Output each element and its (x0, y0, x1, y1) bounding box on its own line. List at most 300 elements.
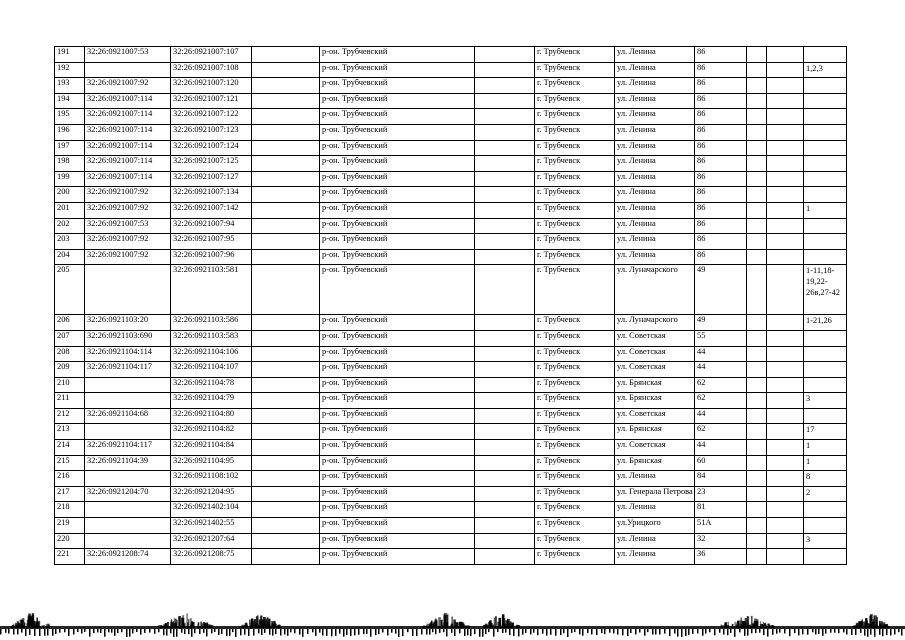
empty-col-6-cell (475, 78, 535, 94)
street-cell: ул. Советская (615, 408, 695, 424)
row-number-cell: 197 (55, 140, 85, 156)
row-number-cell: 215 (55, 455, 85, 471)
district-cell: р-он. Трубчевский (320, 156, 475, 172)
row-number-cell: 203 (55, 234, 85, 250)
street-cell: ул. Ленина (615, 249, 695, 265)
row-number-cell: 191 (55, 47, 85, 63)
row-number-cell: 207 (55, 330, 85, 346)
street-cell: ул. Ленина (615, 218, 695, 234)
house-number-cell: 86 (695, 62, 747, 78)
town-cell: г. Трубчевск (535, 330, 615, 346)
house-number-cell: 86 (695, 156, 747, 172)
row-number-cell: 208 (55, 346, 85, 362)
district-cell: р-он. Трубчевский (320, 62, 475, 78)
empty-col-10-cell (747, 455, 767, 471)
district-cell: р-он. Трубчевский (320, 549, 475, 565)
empty-col-4-cell (252, 471, 320, 487)
empty-col-4-cell (252, 234, 320, 250)
street-cell: ул. Ленина (615, 187, 695, 203)
empty-col-6-cell (475, 408, 535, 424)
empty-col-11-cell (767, 377, 804, 393)
empty-col-4-cell (252, 533, 320, 549)
house-number-cell: 49 (695, 265, 747, 315)
street-cell: ул. Ленина (615, 47, 695, 63)
row-number-cell: 211 (55, 393, 85, 409)
empty-col-4-cell (252, 187, 320, 203)
town-cell: г. Трубчевск (535, 424, 615, 440)
empty-col-10-cell (747, 171, 767, 187)
apartments-cell (804, 140, 847, 156)
empty-col-10-cell (747, 377, 767, 393)
district-cell: р-он. Трубчевский (320, 265, 475, 315)
empty-col-4-cell (252, 518, 320, 534)
table-row (55, 346, 847, 362)
empty-col-4-cell (252, 47, 320, 63)
parent-cadastral-number-cell (85, 471, 171, 487)
cadastral-number-cell: 32:26:0921204:95 (171, 486, 252, 502)
parent-cadastral-number-cell (85, 424, 171, 440)
street-cell: ул. Брянская (615, 424, 695, 440)
empty-col-10-cell (747, 109, 767, 125)
empty-col-10-cell (747, 234, 767, 250)
parent-cadastral-number-cell: 32:26:0921007:92 (85, 234, 171, 250)
table-row (55, 533, 847, 549)
table-row (55, 265, 847, 315)
apartments-cell (804, 518, 847, 534)
empty-col-4-cell (252, 218, 320, 234)
row-number-cell: 196 (55, 124, 85, 140)
row-number-cell: 198 (55, 156, 85, 172)
empty-col-4-cell (252, 249, 320, 265)
empty-col-4-cell (252, 455, 320, 471)
town-cell: г. Трубчевск (535, 109, 615, 125)
town-cell: г. Трубчевск (535, 124, 615, 140)
apartments-cell (804, 249, 847, 265)
apartments-cell (804, 124, 847, 140)
cadastral-number-cell: 32:26:0921402:55 (171, 518, 252, 534)
parent-cadastral-number-cell (85, 62, 171, 78)
empty-col-10-cell (747, 187, 767, 203)
town-cell: г. Трубчевск (535, 518, 615, 534)
parent-cadastral-number-cell (85, 502, 171, 518)
table-row (55, 408, 847, 424)
empty-col-10-cell (747, 124, 767, 140)
town-cell: г. Трубчевск (535, 346, 615, 362)
street-cell: ул. Брянская (615, 455, 695, 471)
town-cell: г. Трубчевск (535, 377, 615, 393)
table-row (55, 109, 847, 125)
table-row (55, 124, 847, 140)
empty-col-4-cell (252, 393, 320, 409)
empty-col-4-cell (252, 330, 320, 346)
row-number-cell: 218 (55, 502, 85, 518)
house-number-cell: 86 (695, 78, 747, 94)
row-number-cell: 199 (55, 171, 85, 187)
street-cell: ул. Луначарского (615, 265, 695, 315)
house-number-cell: 49 (695, 315, 747, 331)
house-number-cell: 86 (695, 140, 747, 156)
district-cell: р-он. Трубчевский (320, 187, 475, 203)
row-number-cell: 221 (55, 549, 85, 565)
apartments-cell (804, 47, 847, 63)
district-cell: р-он. Трубчевский (320, 362, 475, 378)
house-number-cell: 62 (695, 393, 747, 409)
house-number-cell: 23 (695, 486, 747, 502)
cadastral-number-cell: 32:26:0921007:134 (171, 187, 252, 203)
district-cell: р-он. Трубчевский (320, 124, 475, 140)
town-cell: г. Трубчевск (535, 455, 615, 471)
town-cell: г. Трубчевск (535, 471, 615, 487)
row-number-cell: 209 (55, 362, 85, 378)
cadastral-number-cell: 32:26:0921103:586 (171, 315, 252, 331)
town-cell: г. Трубчевск (535, 502, 615, 518)
table-row (55, 187, 847, 203)
empty-col-10-cell (747, 330, 767, 346)
row-number-cell: 202 (55, 218, 85, 234)
apartments-cell (804, 187, 847, 203)
empty-col-4-cell (252, 549, 320, 565)
empty-col-11-cell (767, 549, 804, 565)
town-cell: г. Трубчевск (535, 533, 615, 549)
apartments-cell (804, 93, 847, 109)
row-number-cell: 206 (55, 315, 85, 331)
row-number-cell: 194 (55, 93, 85, 109)
empty-col-4-cell (252, 486, 320, 502)
apartments-cell: 1-21,26 (804, 315, 847, 331)
empty-col-10-cell (747, 346, 767, 362)
town-cell: г. Трубчевск (535, 62, 615, 78)
empty-col-6-cell (475, 362, 535, 378)
empty-col-4-cell (252, 315, 320, 331)
street-cell: ул. Ленина (615, 202, 695, 218)
row-number-cell: 200 (55, 187, 85, 203)
parent-cadastral-number-cell: 32:26:0921007:92 (85, 78, 171, 94)
empty-col-4-cell (252, 377, 320, 393)
town-cell: г. Трубчевск (535, 202, 615, 218)
row-number-cell: 192 (55, 62, 85, 78)
empty-col-6-cell (475, 486, 535, 502)
parent-cadastral-number-cell: 32:26:0921103:20 (85, 315, 171, 331)
street-cell: ул. Генерала Петрова (615, 486, 695, 502)
table-row (55, 202, 847, 218)
empty-col-10-cell (747, 265, 767, 315)
table-row (55, 455, 847, 471)
empty-col-4-cell (252, 78, 320, 94)
empty-col-11-cell (767, 124, 804, 140)
parent-cadastral-number-cell: 32:26:0921007:92 (85, 187, 171, 203)
house-number-cell: 81 (695, 502, 747, 518)
cadastral-number-cell: 32:26:0921108:102 (171, 471, 252, 487)
cadastral-number-cell: 32:26:0921104:79 (171, 393, 252, 409)
empty-col-11-cell (767, 315, 804, 331)
empty-col-11-cell (767, 265, 804, 315)
table-row (55, 471, 847, 487)
cadastral-number-cell: 32:26:0921007:124 (171, 140, 252, 156)
district-cell: р-он. Трубчевский (320, 346, 475, 362)
empty-col-6-cell (475, 140, 535, 156)
district-cell: р-он. Трубчевский (320, 315, 475, 331)
cadastral-number-cell: 32:26:0921103:581 (171, 265, 252, 315)
empty-col-6-cell (475, 156, 535, 172)
table-row (55, 156, 847, 172)
district-cell: р-он. Трубчевский (320, 330, 475, 346)
district-cell: р-он. Трубчевский (320, 424, 475, 440)
house-number-cell: 86 (695, 234, 747, 250)
empty-col-4-cell (252, 265, 320, 315)
empty-col-4-cell (252, 124, 320, 140)
parent-cadastral-number-cell: 32:26:0921007:53 (85, 47, 171, 63)
district-cell: р-он. Трубчевский (320, 502, 475, 518)
apartments-cell (804, 346, 847, 362)
town-cell: г. Трубчевск (535, 265, 615, 315)
empty-col-6-cell (475, 502, 535, 518)
empty-col-6-cell (475, 377, 535, 393)
cadastral-number-cell: 32:26:0921104:80 (171, 408, 252, 424)
empty-col-11-cell (767, 109, 804, 125)
cadastral-number-cell: 32:26:0921007:107 (171, 47, 252, 63)
row-number-cell: 212 (55, 408, 85, 424)
street-cell: ул. Ленина (615, 549, 695, 565)
empty-col-10-cell (747, 408, 767, 424)
apartments-cell (804, 234, 847, 250)
table-row (55, 78, 847, 94)
empty-col-6-cell (475, 518, 535, 534)
empty-col-4-cell (252, 362, 320, 378)
town-cell: г. Трубчевск (535, 47, 615, 63)
empty-col-11-cell (767, 234, 804, 250)
street-cell: ул. Советская (615, 440, 695, 456)
empty-col-10-cell (747, 93, 767, 109)
empty-col-10-cell (747, 471, 767, 487)
parent-cadastral-number-cell (85, 377, 171, 393)
house-number-cell: 86 (695, 249, 747, 265)
empty-col-10-cell (747, 249, 767, 265)
street-cell: ул. Ленина (615, 140, 695, 156)
district-cell: р-он. Трубчевский (320, 486, 475, 502)
district-cell: р-он. Трубчевский (320, 140, 475, 156)
empty-col-10-cell (747, 62, 767, 78)
cadastral-number-cell: 32:26:0921007:94 (171, 218, 252, 234)
town-cell: г. Трубчевск (535, 315, 615, 331)
row-number-cell: 210 (55, 377, 85, 393)
empty-col-6-cell (475, 234, 535, 250)
table-row (55, 315, 847, 331)
row-number-cell: 201 (55, 202, 85, 218)
table-row (55, 377, 847, 393)
land-plot-register-table (54, 46, 847, 565)
apartments-cell (804, 218, 847, 234)
house-number-cell: 86 (695, 171, 747, 187)
row-number-cell: 217 (55, 486, 85, 502)
empty-col-6-cell (475, 218, 535, 234)
district-cell: р-он. Трубчевский (320, 440, 475, 456)
empty-col-6-cell (475, 93, 535, 109)
district-cell: р-он. Трубчевский (320, 408, 475, 424)
cadastral-number-cell: 32:26:0921104:95 (171, 455, 252, 471)
district-cell: р-он. Трубчевский (320, 171, 475, 187)
apartments-cell: 3 (804, 533, 847, 549)
district-cell: р-он. Трубчевский (320, 78, 475, 94)
street-cell: ул. Ленина (615, 471, 695, 487)
table-row (55, 486, 847, 502)
district-cell: р-он. Трубчевский (320, 518, 475, 534)
row-number-cell: 204 (55, 249, 85, 265)
empty-col-6-cell (475, 265, 535, 315)
empty-col-11-cell (767, 330, 804, 346)
house-number-cell: 60 (695, 455, 747, 471)
row-number-cell: 220 (55, 533, 85, 549)
house-number-cell: 84 (695, 471, 747, 487)
district-cell: р-он. Трубчевский (320, 377, 475, 393)
house-number-cell: 44 (695, 440, 747, 456)
cadastral-number-cell: 32:26:0921007:123 (171, 124, 252, 140)
empty-col-4-cell (252, 346, 320, 362)
cadastral-number-cell: 32:26:0921104:82 (171, 424, 252, 440)
empty-col-10-cell (747, 218, 767, 234)
empty-col-6-cell (475, 109, 535, 125)
house-number-cell: 44 (695, 346, 747, 362)
cadastral-number-cell: 32:26:0921007:120 (171, 78, 252, 94)
empty-col-10-cell (747, 156, 767, 172)
empty-col-4-cell (252, 502, 320, 518)
parent-cadastral-number-cell: 32:26:0921007:114 (85, 140, 171, 156)
apartments-cell (804, 362, 847, 378)
district-cell: р-он. Трубчевский (320, 93, 475, 109)
district-cell: р-он. Трубчевский (320, 202, 475, 218)
house-number-cell: 86 (695, 47, 747, 63)
apartments-cell (804, 78, 847, 94)
apartments-cell (804, 408, 847, 424)
parent-cadastral-number-cell (85, 393, 171, 409)
empty-col-10-cell (747, 202, 767, 218)
row-number-cell: 216 (55, 471, 85, 487)
town-cell: г. Трубчевск (535, 393, 615, 409)
register-table-body (55, 47, 847, 565)
apartments-cell (804, 171, 847, 187)
empty-col-10-cell (747, 393, 767, 409)
parent-cadastral-number-cell (85, 518, 171, 534)
district-cell: р-он. Трубчевский (320, 471, 475, 487)
parent-cadastral-number-cell: 32:26:0921204:70 (85, 486, 171, 502)
house-number-cell: 86 (695, 218, 747, 234)
row-number-cell: 214 (55, 440, 85, 456)
house-number-cell: 62 (695, 424, 747, 440)
district-cell: р-он. Трубчевский (320, 234, 475, 250)
empty-col-6-cell (475, 124, 535, 140)
table-row (55, 93, 847, 109)
parent-cadastral-number-cell: 32:26:0921104:39 (85, 455, 171, 471)
cadastral-number-cell: 32:26:0921103:583 (171, 330, 252, 346)
town-cell: г. Трубчевск (535, 440, 615, 456)
cadastral-number-cell: 32:26:0921104:107 (171, 362, 252, 378)
empty-col-6-cell (475, 393, 535, 409)
empty-col-11-cell (767, 62, 804, 78)
empty-col-6-cell (475, 471, 535, 487)
empty-col-11-cell (767, 471, 804, 487)
town-cell: г. Трубчевск (535, 486, 615, 502)
house-number-cell: 86 (695, 187, 747, 203)
row-number-cell: 193 (55, 78, 85, 94)
empty-col-6-cell (475, 315, 535, 331)
house-number-cell: 32 (695, 533, 747, 549)
town-cell: г. Трубчевск (535, 140, 615, 156)
street-cell: ул. Ленина (615, 109, 695, 125)
town-cell: г. Трубчевск (535, 362, 615, 378)
row-number-cell: 213 (55, 424, 85, 440)
empty-col-6-cell (475, 455, 535, 471)
apartments-cell: 3 (804, 393, 847, 409)
street-cell: ул. Советская (615, 362, 695, 378)
empty-col-4-cell (252, 202, 320, 218)
empty-col-11-cell (767, 140, 804, 156)
parent-cadastral-number-cell: 32:26:0921007:53 (85, 218, 171, 234)
cadastral-number-cell: 32:26:0921104:78 (171, 377, 252, 393)
cadastral-number-cell: 32:26:0921104:84 (171, 440, 252, 456)
house-number-cell: 51А (695, 518, 747, 534)
apartments-cell: 17 (804, 424, 847, 440)
empty-col-4-cell (252, 440, 320, 456)
house-number-cell: 86 (695, 124, 747, 140)
apartments-cell (804, 549, 847, 565)
empty-col-6-cell (475, 202, 535, 218)
district-cell: р-он. Трубчевский (320, 109, 475, 125)
district-cell: р-он. Трубчевский (320, 393, 475, 409)
empty-col-4-cell (252, 93, 320, 109)
parent-cadastral-number-cell: 32:26:0921104:114 (85, 346, 171, 362)
parent-cadastral-number-cell (85, 265, 171, 315)
town-cell: г. Трубчевск (535, 93, 615, 109)
street-cell: ул. Ленина (615, 171, 695, 187)
empty-col-11-cell (767, 518, 804, 534)
apartments-cell: 1 (804, 440, 847, 456)
empty-col-6-cell (475, 533, 535, 549)
empty-col-11-cell (767, 408, 804, 424)
row-number-cell: 195 (55, 109, 85, 125)
empty-col-10-cell (747, 424, 767, 440)
house-number-cell: 44 (695, 408, 747, 424)
cadastral-number-cell: 32:26:0921007:121 (171, 93, 252, 109)
empty-col-11-cell (767, 486, 804, 502)
district-cell: р-он. Трубчевский (320, 218, 475, 234)
empty-col-10-cell (747, 549, 767, 565)
cadastral-number-cell: 32:26:0921208:75 (171, 549, 252, 565)
empty-col-11-cell (767, 424, 804, 440)
town-cell: г. Трубчевск (535, 549, 615, 565)
table-row (55, 549, 847, 565)
empty-col-10-cell (747, 533, 767, 549)
table-row (55, 362, 847, 378)
table-row (55, 218, 847, 234)
street-cell: ул. Советская (615, 330, 695, 346)
empty-col-11-cell (767, 156, 804, 172)
street-cell: ул. Луначарского (615, 315, 695, 331)
apartments-cell: 2 (804, 486, 847, 502)
empty-col-4-cell (252, 408, 320, 424)
parent-cadastral-number-cell: 32:26:0921007:114 (85, 93, 171, 109)
town-cell: г. Трубчевск (535, 408, 615, 424)
empty-col-11-cell (767, 47, 804, 63)
parent-cadastral-number-cell: 32:26:0921208:74 (85, 549, 171, 565)
parent-cadastral-number-cell: 32:26:0921007:114 (85, 109, 171, 125)
empty-col-6-cell (475, 346, 535, 362)
cadastral-number-cell: 32:26:0921007:127 (171, 171, 252, 187)
empty-col-4-cell (252, 109, 320, 125)
house-number-cell: 86 (695, 93, 747, 109)
apartments-cell (804, 377, 847, 393)
house-number-cell: 62 (695, 377, 747, 393)
empty-col-10-cell (747, 78, 767, 94)
cadastral-number-cell: 32:26:0921207:64 (171, 533, 252, 549)
